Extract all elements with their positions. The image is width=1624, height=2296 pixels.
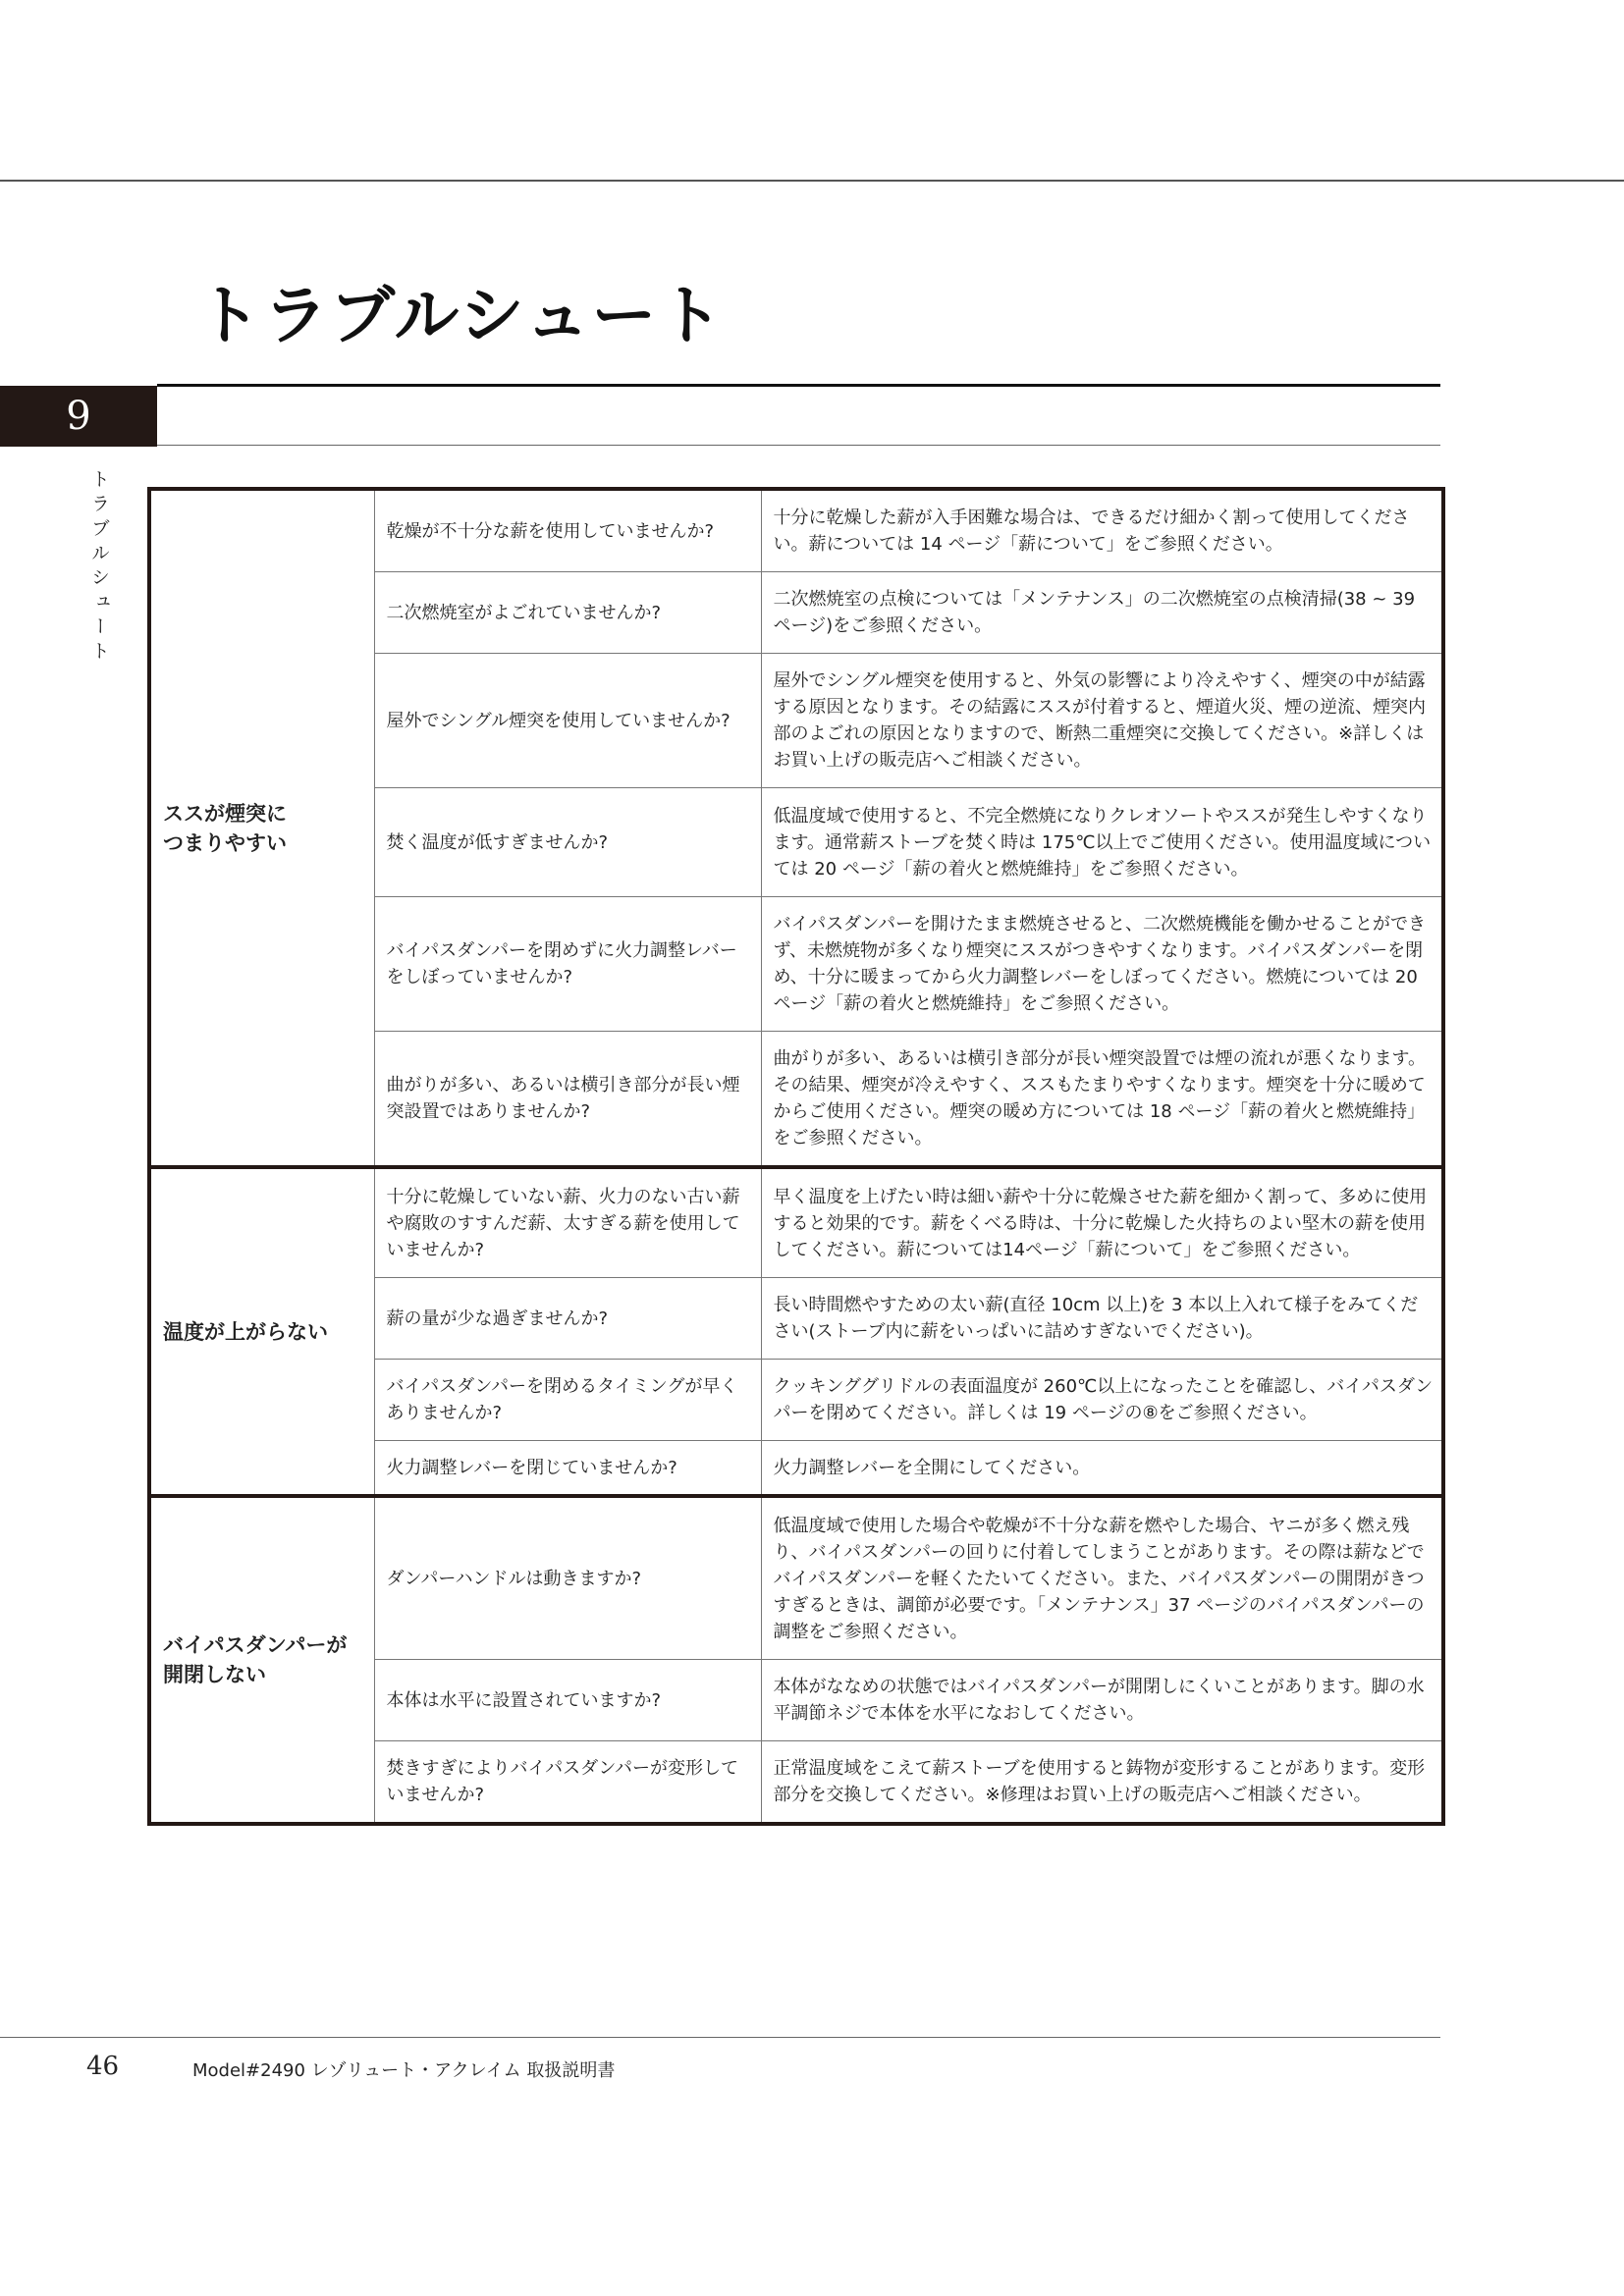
check-cell: バイパスダンパーを閉めるタイミングが早くありませんか? [374,1360,761,1441]
check-cell: 本体は水平に設置されていますか? [374,1660,761,1741]
top-rule [0,180,1624,182]
title-rule [157,384,1440,387]
troubleshooting-table [147,487,1445,1826]
check-cell: バイパスダンパーを閉めずに火力調整レバーをしぼっていませんか? [374,897,761,1032]
check-cell: 焚きすぎによりバイパスダンパーが変形していませんか? [374,1741,761,1825]
remedy-cell: 本体がななめの状態ではバイパスダンパーが開閉しにくいことがあります。脚の水平調節ネジで本体を水平になおしてください。 [761,1660,1443,1741]
footer-rule [0,2037,1440,2038]
manual-title: Model#2490 レゾリュート・アクレイム 取扱説明書 [192,2060,616,2081]
check-cell: ダンパーハンドルは動きますか? [374,1496,761,1660]
category-label: ススが煙突につまりやすい [163,801,287,855]
category-cell [149,1167,374,1496]
check-cell: 乾燥が不十分な薪を使用していませんか? [374,489,761,572]
check-cell: 曲がりが多い、あるいは横引き部分が長い煙突設置ではありませんか? [374,1032,761,1168]
category-cell [149,1496,374,1824]
remedy-cell: 低温度域で使用した場合や乾燥が不十分な薪を燃やした場合、ヤニが多く燃え残り、バイパスダンパーの回りに付着してしまうことがあります。その際は薪などでバイパスダンパーを軽くたたいてください。また、バイパスダンパーの開閉がきつすぎるときは、調節が必要です。「メンテナンス」37 ページのバイパスダンパーの調整をご参照ください。 [761,1496,1443,1660]
remedy-cell: 長い時間燃やすための太い薪(直径 10cm 以上)を 3 本以上入れて様子をみてください(ストーブ内に薪をいっぱいに詰めすぎないでください)。 [761,1278,1443,1360]
remedy-cell: 早く温度を上げたい時は細い薪や十分に乾燥させた薪を細かく割って、多めに使用すると効果的です。薪をくべる時は、十分に乾燥した火持ちのよい堅木の薪を使用してください。薪については14ページ「薪について」をご参照ください。 [761,1167,1443,1278]
check-cell: 焚く温度が低すぎませんか? [374,788,761,897]
remedy-cell: 屋外でシングル煙突を使用すると、外気の影響により冷えやすく、煙突の中が結露する原因となります。その結露にススが付着すると、煙道火災、煙の逆流、煙突内部のよごれの原因となりますので、断熱二重煙突に交換してください。※詳しくはお買い上げの販売店へご相談ください。 [761,654,1443,788]
table-row [149,1496,1443,1660]
category-cell [149,489,374,1167]
table-row [149,489,1443,572]
remedy-cell: 二次燃焼室の点検については「メンテナンス」の二次燃焼室の点検清掃(38 ~ 39 ページ)をご参照ください。 [761,572,1443,654]
page-number: 46 [86,2052,120,2081]
check-cell: 薪の量が少な過ぎませんか? [374,1278,761,1360]
side-chapter-label: トラブルシュート [88,469,110,666]
remedy-cell: 十分に乾燥した薪が入手困難な場合は、できるだけ細かく割って使用してください。薪については 14 ページ「薪について」をご参照ください。 [761,489,1443,572]
remedy-cell: 曲がりが多い、あるいは横引き部分が長い煙突設置では煙の流れが悪くなります。その結果、煙突が冷えやすく、ススもたまりやすくなります。煙突を十分に暖めてからご使用ください。煙突の暖め方については 18 ページ「薪の着火と燃焼維持」をご参照ください。 [761,1032,1443,1168]
check-cell: 火力調整レバーを閉じていませんか? [374,1441,761,1497]
remedy-cell: バイパスダンパーを開けたまま燃焼させると、二次燃焼機能を働かせることができず、未燃焼物が多くなり煙突にススがつきやすくなります。バイパスダンパーを閉め、十分に暖まってから火力調整レバーをしぼってください。燃焼については 20 ページ「薪の着火と燃焼維持」をご参照ください。 [761,897,1443,1032]
page-title: トラブルシュート [196,277,726,353]
remedy-cell: 低温度域で使用すると、不完全燃焼になりクレオソートやススが発生しやすくなります。通常薪ストーブを焚く時は 175℃以上でご使用ください。使用温度域については 20 ページ「薪の着火と燃焼維持」をご参照ください。 [761,788,1443,897]
check-cell: 十分に乾燥していない薪、火力のない古い薪や腐敗のすすんだ薪、太すぎる薪を使用していませんか? [374,1167,761,1278]
remedy-cell: 正常温度域をこえて薪ストーブを使用すると鋳物が変形することがあります。変形部分を交換してください。※修理はお買い上げの販売店へご相談ください。 [761,1741,1443,1825]
chapter-number-badge: 9 [0,386,157,447]
remedy-cell: 火力調整レバーを全開にしてください。 [761,1441,1443,1497]
category-label: バイパスダンパーが開閉しない [163,1633,348,1686]
check-cell: 二次燃焼室がよごれていませんか? [374,572,761,654]
table-row [149,1167,1443,1278]
remedy-cell: クッキンググリドルの表面温度が 260℃以上になったことを確認し、バイパスダンパーを閉めてください。詳しくは 19 ページの⑧をご参照ください。 [761,1360,1443,1441]
check-cell: 屋外でシングル煙突を使用していませんか? [374,654,761,788]
category-label: 温度が上がらない [163,1319,328,1344]
chapter-rule [157,445,1440,446]
